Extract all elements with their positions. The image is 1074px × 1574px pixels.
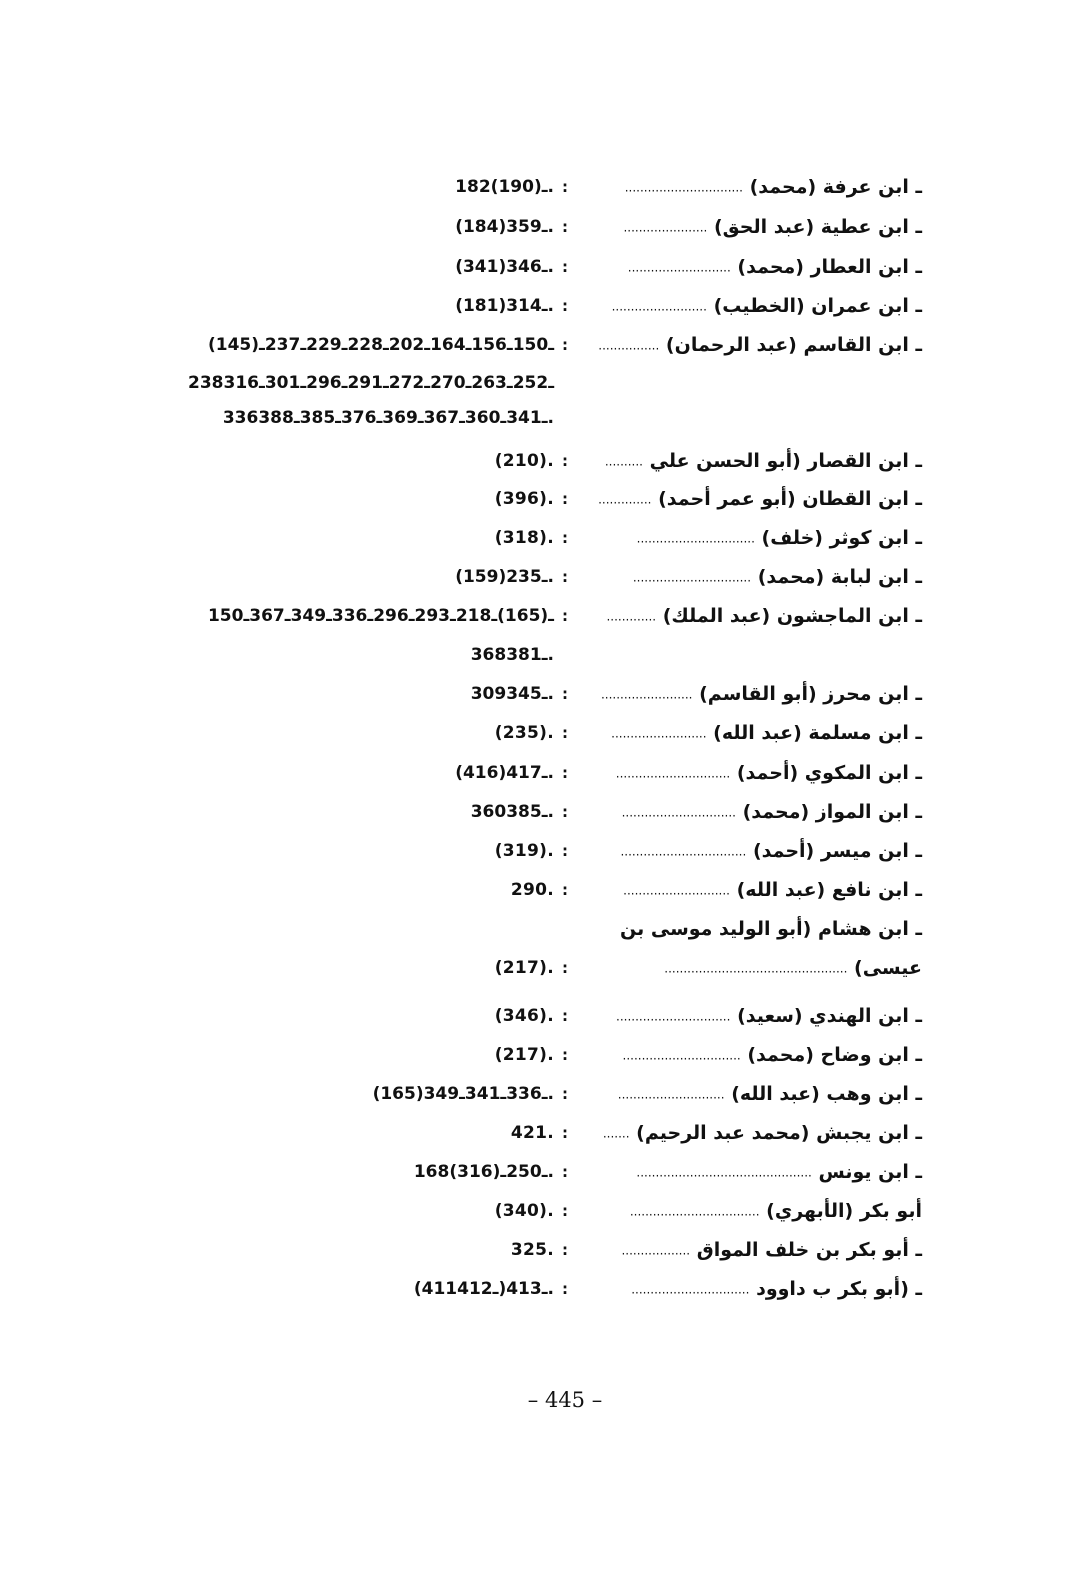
entry-name: ـ ابن المكوي (أحمد) ..............................: [615, 762, 922, 784]
dot-leader: ...............................: [622, 1048, 741, 1063]
separator-colon: :: [562, 178, 568, 196]
separator-colon: :: [562, 842, 568, 860]
page-references-continued: 368ـ381.: [470, 645, 554, 665]
separator-colon: :: [562, 764, 568, 782]
index-entry: [0, 519, 1074, 557]
page-references: 168ـ250ـ(316).: [413, 1162, 554, 1182]
page-references: (318).: [494, 528, 554, 548]
dot-leader: .................................: [620, 844, 747, 859]
index-entry: [0, 208, 1074, 246]
dot-leader: .............: [606, 609, 657, 624]
dot-leader: .........................: [611, 726, 707, 741]
entry-name: ـ ابن يجبش (محمد عبد الرحيم) .......: [602, 1122, 922, 1144]
entry-name: ـ ابن القطان (أبو عمر أحمد) ..............: [598, 488, 922, 510]
index-entry: [0, 997, 1074, 1035]
index-entry: [0, 1036, 1074, 1074]
index-entry: [0, 949, 1074, 987]
entry-name: ـ ابن عطية (عبد الحق) ......................: [623, 216, 922, 238]
dot-leader: ...............................: [636, 531, 755, 546]
separator-colon: :: [562, 1007, 568, 1025]
index-entry: [0, 675, 1074, 713]
separator-colon: :: [562, 218, 568, 236]
separator-colon: :: [562, 803, 568, 821]
page-references: (341)ـ346.: [455, 257, 554, 277]
entry-name: ـ ابن يونس ..............................................: [636, 1161, 922, 1183]
separator-colon: :: [562, 1241, 568, 1259]
page-references-continued: 336ـ341ـ360ـ367ـ369ـ376ـ385ـ388.: [222, 408, 554, 428]
page-references: 309ـ345.: [470, 684, 554, 704]
page-references-continued: 238ـ252ـ263ـ270ـ272ـ291ـ296ـ301ـ316: [188, 373, 554, 393]
index-entry: [0, 480, 1074, 518]
dot-leader: ......................: [623, 220, 708, 235]
separator-colon: :: [562, 1085, 568, 1103]
entry-name: ـ ابن الهندي (سعيد) ..............................: [616, 1005, 922, 1027]
entry-name: ـ ابن لبابة (محمد) ...............................: [632, 566, 922, 588]
page-references: (319).: [494, 841, 554, 861]
dot-leader: ...........................: [627, 260, 731, 275]
page-references: 325.: [510, 1240, 554, 1260]
page-references: 421.: [510, 1123, 554, 1143]
dot-leader: ...............................: [632, 570, 752, 585]
index-entry: [0, 442, 1074, 480]
index-entry: [0, 714, 1074, 752]
page-references: (184)ـ359.: [455, 217, 554, 237]
page-references: 360ـ385.: [470, 802, 554, 822]
index-entry: [0, 326, 1074, 364]
index-entry: [0, 168, 1074, 206]
index-entry: [0, 1114, 1074, 1152]
dot-leader: ...............................: [631, 1282, 750, 1297]
separator-colon: :: [562, 297, 568, 315]
separator-colon: :: [562, 724, 568, 742]
page-references: (411ـ412)ـ413.: [413, 1279, 554, 1299]
separator-colon: :: [562, 959, 568, 977]
entry-name: ـ أبو بكر بن خلف المواق ..................: [621, 1239, 922, 1261]
dot-leader: .........................: [611, 299, 707, 314]
index-entry: [0, 1270, 1074, 1308]
dot-leader: ................: [598, 338, 660, 353]
entry-name: ـ ابن مسلمة (عبد الله) .........................: [611, 722, 922, 744]
separator-colon: :: [562, 685, 568, 703]
dot-leader: ..............................: [616, 1009, 731, 1024]
index-entry: [0, 871, 1074, 909]
index-entry: [0, 558, 1074, 596]
separator-colon: :: [562, 490, 568, 508]
index-entry: [0, 248, 1074, 286]
dot-leader: ........................: [600, 687, 693, 702]
dot-leader: ..................................: [629, 1204, 760, 1219]
page-references: 290.: [510, 880, 554, 900]
dot-leader: .......: [602, 1126, 630, 1141]
separator-colon: :: [562, 1163, 568, 1181]
page-references: (145)ـ150ـ156ـ164ـ202ـ228ـ229ـ237ـ: [207, 335, 554, 355]
index-entry: [0, 597, 1074, 635]
dot-leader: ............................: [623, 883, 730, 898]
separator-colon: :: [562, 1202, 568, 1220]
page-references: (159)ـ235.: [455, 567, 554, 587]
entry-name: عيسى) ................................................: [664, 957, 922, 979]
dot-leader: ............................: [617, 1087, 725, 1102]
page-references: (235).: [494, 723, 554, 743]
page-references: (340).: [494, 1201, 554, 1221]
entry-name: ـ ابن هشام (أبو الوليد موسى بن: [620, 918, 922, 940]
page-references: (346).: [494, 1006, 554, 1026]
entry-name: ـ ابن القاسم (عبد الرحمان) ................: [598, 334, 922, 356]
entry-name: ـ ابن ميسر (أحمد) .................................: [620, 840, 922, 862]
entry-name: ـ ابن عمران (الخطيب) .........................: [611, 295, 922, 317]
index-entry: [0, 910, 1074, 948]
index-entry: [0, 793, 1074, 831]
page-references: (210).: [494, 451, 554, 471]
separator-colon: :: [562, 1280, 568, 1298]
entry-name: ـ ابن الماجشون (عبد الملك) .............: [606, 605, 922, 627]
page-references: (165)ـ336ـ341ـ349.: [372, 1084, 554, 1104]
dot-leader: ..............................: [621, 805, 736, 820]
entry-name: أبو بكر (الأبهري) ..................................: [629, 1200, 922, 1222]
page-references: (396).: [494, 489, 554, 509]
separator-colon: :: [562, 336, 568, 354]
page-references: (416)ـ417.: [455, 763, 554, 783]
index-entry: [0, 1192, 1074, 1230]
entry-name: ـ ابن وهب (عبد الله) ............................: [617, 1083, 922, 1105]
page-references: (181)ـ314.: [455, 296, 554, 316]
entry-name: ـ ابن عرفة (محمد) ...............................: [624, 176, 922, 198]
entry-name: ـ ابن العطار (محمد) ...........................: [627, 256, 922, 278]
dot-leader: ................................................: [664, 961, 848, 976]
page-references: (217).: [494, 1045, 554, 1065]
separator-colon: :: [562, 568, 568, 586]
page-number: – 445 –: [527, 1388, 603, 1412]
dot-leader: ...............................: [624, 180, 743, 195]
entry-name: ـ ابن المواز (محمد) ..............................: [621, 801, 922, 823]
dot-leader: ..........: [604, 454, 643, 469]
dot-leader: ..............: [598, 492, 652, 507]
index-entry: [0, 1075, 1074, 1113]
separator-colon: :: [562, 607, 568, 625]
index-entry: [0, 1153, 1074, 1191]
index-entry: [0, 1231, 1074, 1269]
page-references: (217).: [494, 958, 554, 978]
entry-name: ـ ابن وضاح (محمد) ...............................: [622, 1044, 922, 1066]
separator-colon: :: [562, 1124, 568, 1142]
separator-colon: :: [562, 529, 568, 547]
dot-leader: ..................: [621, 1243, 691, 1258]
separator-colon: :: [562, 452, 568, 470]
dot-leader: ..............................: [615, 766, 731, 781]
index-entry: [0, 287, 1074, 325]
page-references: 150ـ(165)ـ218ـ293ـ296ـ336ـ349ـ367ـ: [207, 606, 554, 626]
separator-colon: :: [562, 1046, 568, 1064]
separator-colon: :: [562, 258, 568, 276]
entry-name: ـ (أبو بكر ب داوود ...............................: [631, 1278, 922, 1300]
entry-name: ـ ابن القصار (أبو الحسن علي ..........: [604, 450, 922, 472]
index-entry: [0, 754, 1074, 792]
dot-leader: ..............................................: [636, 1165, 812, 1180]
index-entry: [0, 832, 1074, 870]
entry-name: ـ ابن كوثر (خلف) ...............................: [636, 527, 922, 549]
entry-name: ـ ابن نافع (عبد الله) ............................: [623, 879, 922, 901]
entry-name: ـ ابن محرز (أبو القاسم) ........................: [600, 683, 922, 705]
page-references: 182ـ(190).: [455, 177, 554, 197]
separator-colon: :: [562, 881, 568, 899]
